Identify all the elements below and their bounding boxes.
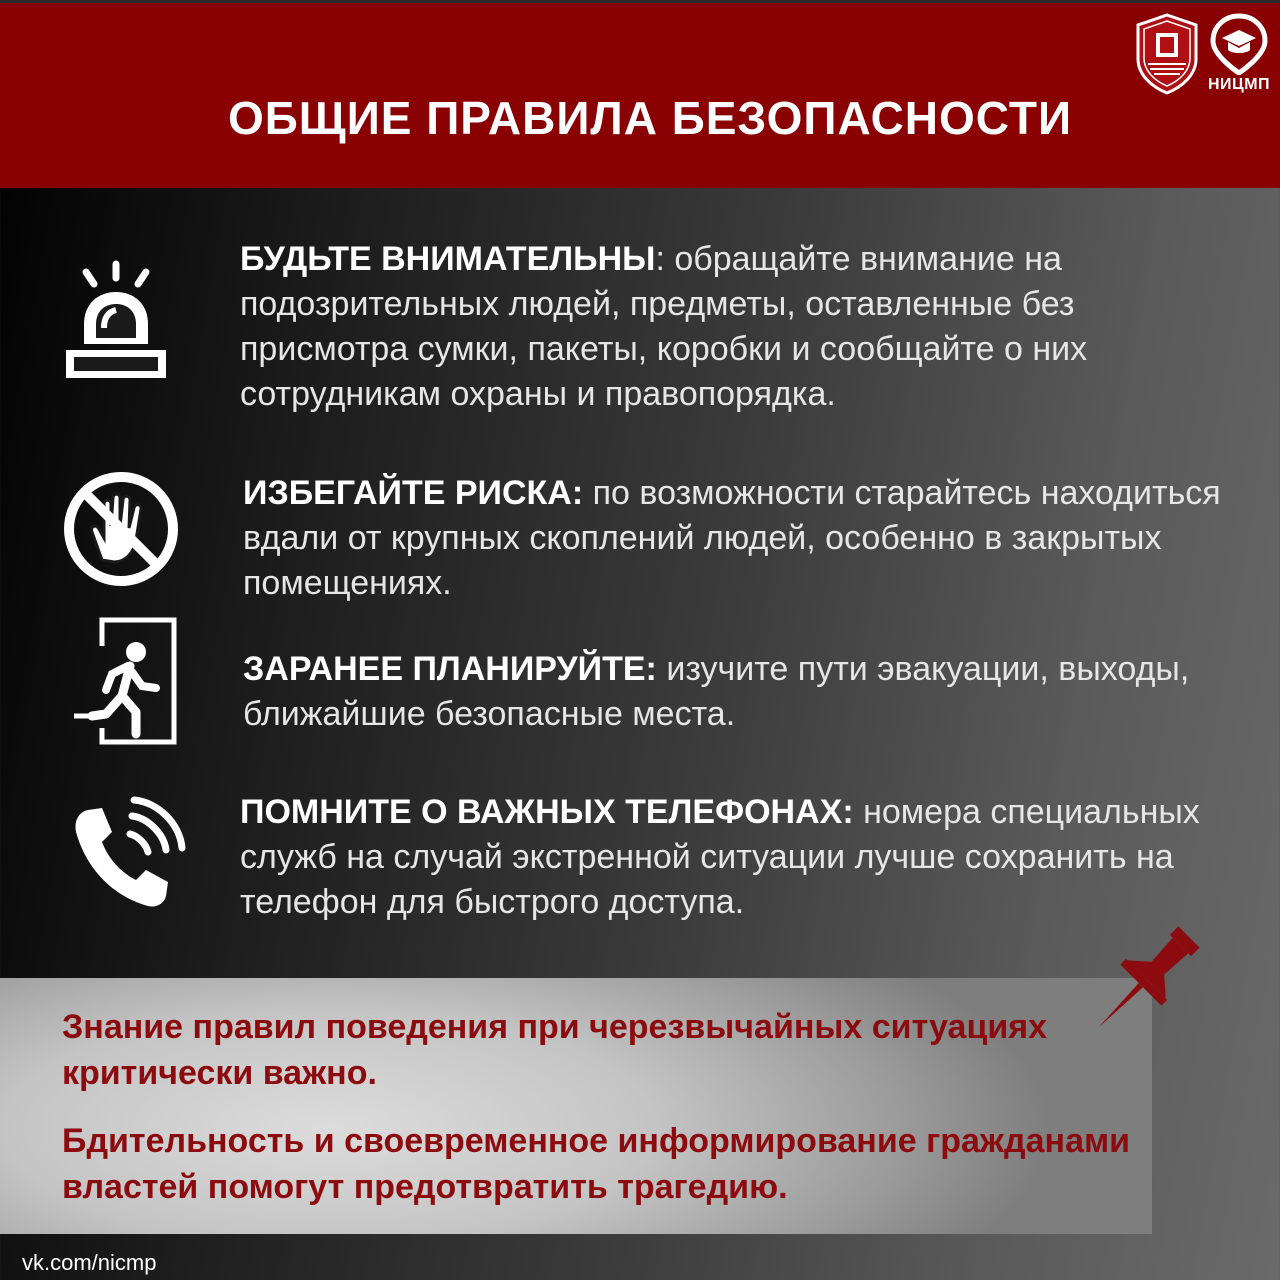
rule-attention (240, 237, 1250, 417)
notice-text-1: Знание правил поведения при черезвычайных ситуациях критически важно. (62, 1008, 1048, 1092)
rule-heading: ИЗБЕГАЙТЕ РИСКА: (243, 474, 584, 512)
rule-phones (240, 790, 1250, 925)
ncmp-logo-icon (1208, 13, 1270, 75)
shield-logo-icon (1134, 13, 1200, 95)
rule-heading: БУДЬТЕ ВНИМАТЕЛЬНЫ (240, 240, 656, 278)
pushpin-icon (1082, 922, 1204, 1044)
header-banner (0, 3, 1280, 188)
rule-text: изучите пути эвакуации, выходы, ближайшие безопасные места. (243, 650, 1190, 733)
no-hand-icon (62, 470, 180, 588)
rule-avoid-risk (243, 471, 1253, 606)
footer-link[interactable]: vk.com/nicmp (22, 1250, 157, 1275)
page-title: ОБЩИЕ ПРАВИЛА БЕЗОПАСНОСТИ (227, 92, 1073, 144)
siren-icon (60, 258, 172, 382)
notice-text-2: Бдительность и своевременное информирование гражданами властей помогут предотвратить трагедию. (62, 1122, 1131, 1206)
rule-text: : обращайте внимание на подозрительных людей, предметы, оставленные без присмотра сумки, пакеты, коробки и сообщайте о них сотрудникам охраны и правопорядка. (240, 240, 1088, 413)
rule-plan-ahead (243, 647, 1253, 737)
rule-heading: ПОМНИТЕ О ВАЖНЫХ ТЕЛЕФОНАХ: (240, 793, 854, 831)
logo-caption: НИЦМП (1207, 76, 1271, 93)
rule-text: по возможности старайтесь находиться вдали от крупных скоплений людей, особенно в закрытых помещениях. (243, 474, 1221, 602)
exit-icon (70, 616, 180, 746)
phone-icon (68, 796, 188, 916)
rule-text: номера специальных служб на случай экстренной ситуации лучше сохранить на телефон для быстрого доступа. (240, 793, 1200, 921)
rule-heading: ЗАРАНЕЕ ПЛАНИРУЙТЕ: (243, 650, 657, 688)
